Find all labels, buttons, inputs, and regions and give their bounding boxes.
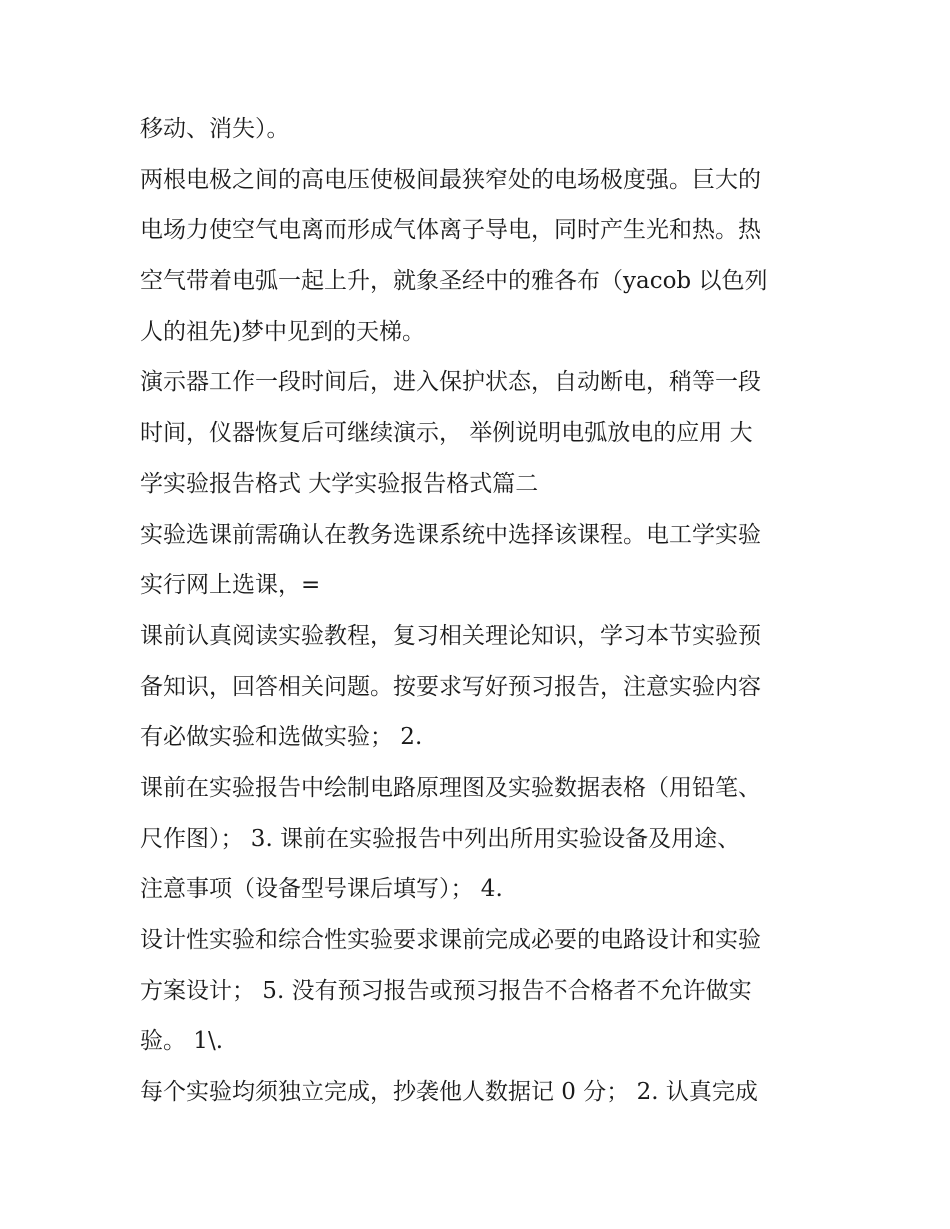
text-line: 每个实验均须独立完成，抄袭他人数据记 0 分； 2. 认真完成	[140, 1079, 758, 1106]
text-line: 方案设计； 5. 没有预习报告或预习报告不合格者不允许做实	[140, 977, 752, 1004]
text-line: 设计性实验和综合性实验要求课前完成必要的电路设计和实验	[140, 927, 761, 953]
text-line: 尺作图）； 3. 课前在实验报告中列出所用实验设备及用途、	[140, 825, 741, 852]
text-line: 移动、消失）。	[140, 116, 290, 142]
text-line: 课前在实验报告中绘制电路原理图及实验数据表格（用铅笔、	[140, 774, 761, 801]
text-line: 实行网上选课，=	[140, 572, 321, 599]
text-line: 空气带着电弧一起上升，就象圣经中的雅各布（yacob 以色列	[140, 268, 768, 295]
text-line: 电场力使空气电离而形成气体离子导电，同时产生光和热。热	[140, 217, 761, 244]
text-line: 课前认真阅读实验教程，复习相关理论知识，学习本节实验预	[140, 622, 761, 649]
text-line: 两根电极之间的高电压使极间最狭窄处的电场极度强。巨大的	[140, 166, 761, 193]
text-line: 演示器工作一段时间后，进入保护状态，自动断电，稍等一段	[140, 369, 761, 396]
document-body	[140, 104, 820, 1118]
text-line: 时间，仪器恢复后可继续演示， 举例说明电弧放电的应用 大	[140, 420, 753, 447]
text-line: 实验选课前需确认在教务选课系统中选择该课程。电工学实验	[140, 521, 761, 548]
text-line: 备知识，回答相关问题。按要求写好预习报告，注意实验内容	[140, 673, 761, 700]
text-line: 学实验报告格式 大学实验报告格式篇二	[140, 470, 539, 497]
text-line: 注意事项（设备型号课后填写）； 4.	[140, 876, 503, 903]
text-line: 人的祖先)梦中见到的天梯。	[140, 318, 425, 345]
text-line: 验。 1\.	[140, 1028, 224, 1055]
text-line: 有必做实验和选做实验； 2.	[140, 724, 423, 751]
